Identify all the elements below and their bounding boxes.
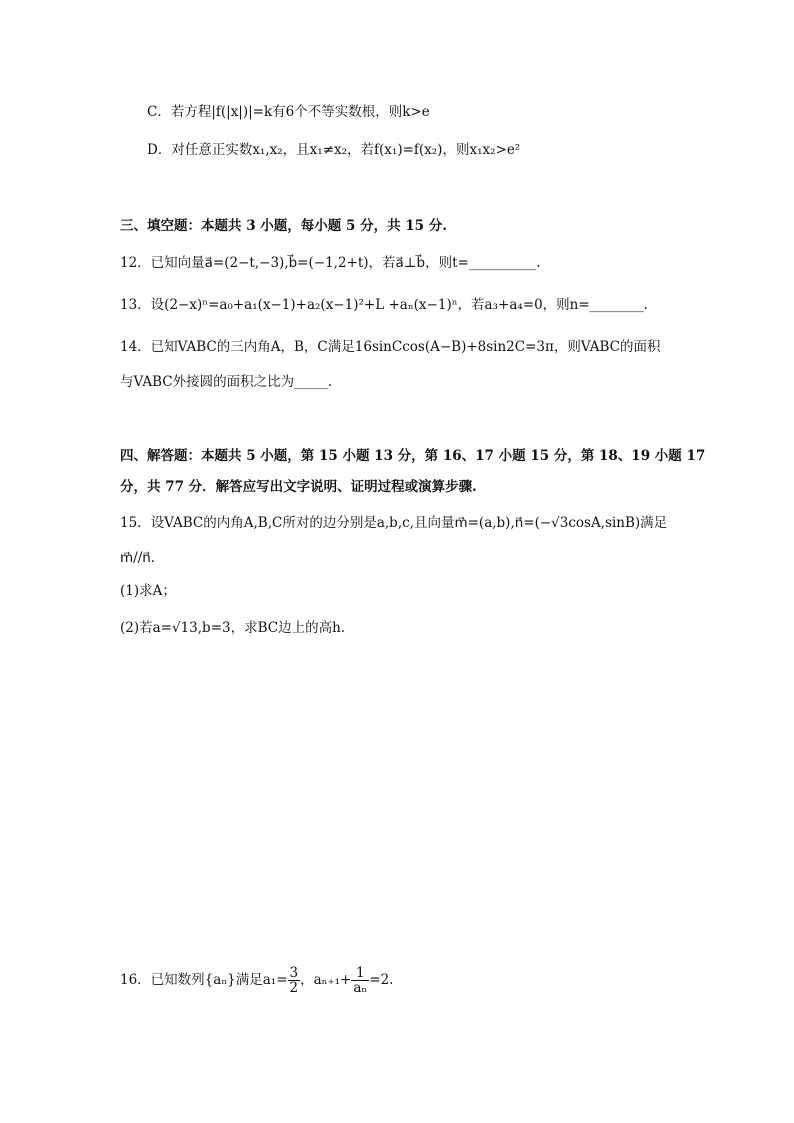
question-15-line-2: m⃗//n⃗. [120,550,156,566]
section-3-heading: 三、填空题：本题共 3 小题，每小题 5 分，共 15 分. [120,218,447,234]
section-4-heading-line-1: 四、解答题：本题共 5 小题，第 15 小题 13 分，第 16、17 小题 15 分，第 18、19 小题 17 [120,448,706,464]
question-16-middle: ，aₙ₊₁+ [300,972,352,988]
question-15-part-1: (1)求A； [120,583,176,599]
question-14-line-1: 14．已知VABC的三内角A，B，C满足16sinCcos(A−B)+8sin2C=3π，则VABC的面积 [120,339,661,355]
question-13: 13．设(2−x)ⁿ=a₀+a₁(x−1)+a₂(x−1)²+L +aₙ(x−1)ⁿ，若a₃+a₄=0，则n=________. [120,297,648,313]
question-16-prefix: 16．已知数列{aₙ}满足a₁= [120,972,288,988]
option-d: D．对任意正实数x₁,x₂，且x₁≠x₂，若f(x₁)=f(x₂)，则x₁x₂>e² [147,142,521,158]
question-12: 12．已知向量a⃗=(2−t,−3),b⃗=(−1,2+t)，若a⃗⊥b⃗，则t=__________. [120,255,541,271]
fraction-numerator: 3 [289,965,299,981]
fraction-denominator: aₙ [353,980,368,996]
fraction-numerator: 1 [351,966,369,981]
fraction-denominator: 2 [289,980,299,996]
question-15-line-1: 15．设VABC的内角A,B,C所对的边分别是a,b,c,且向量m⃗=(a,b),n⃗=(−√3cosA,sinB)满足 [120,515,668,531]
fraction-three-halves [288,966,301,995]
question-16-suffix: =2. [369,972,394,988]
question-14-line-2: 与VABC外接圆的面积之比为_____. [120,374,333,390]
section-4-heading-line-2: 分，共 77 分．解答应写出文字说明、证明过程或演算步骤. [120,479,477,495]
option-c: C．若方程|f(|x|)|=k有6个不等实数根，则k>e [147,104,430,120]
question-15-part-2: (2)若a=√13,b=3，求BC边上的高h. [120,620,346,636]
question-16 [120,963,393,997]
fraction-one-over-an [351,966,369,995]
